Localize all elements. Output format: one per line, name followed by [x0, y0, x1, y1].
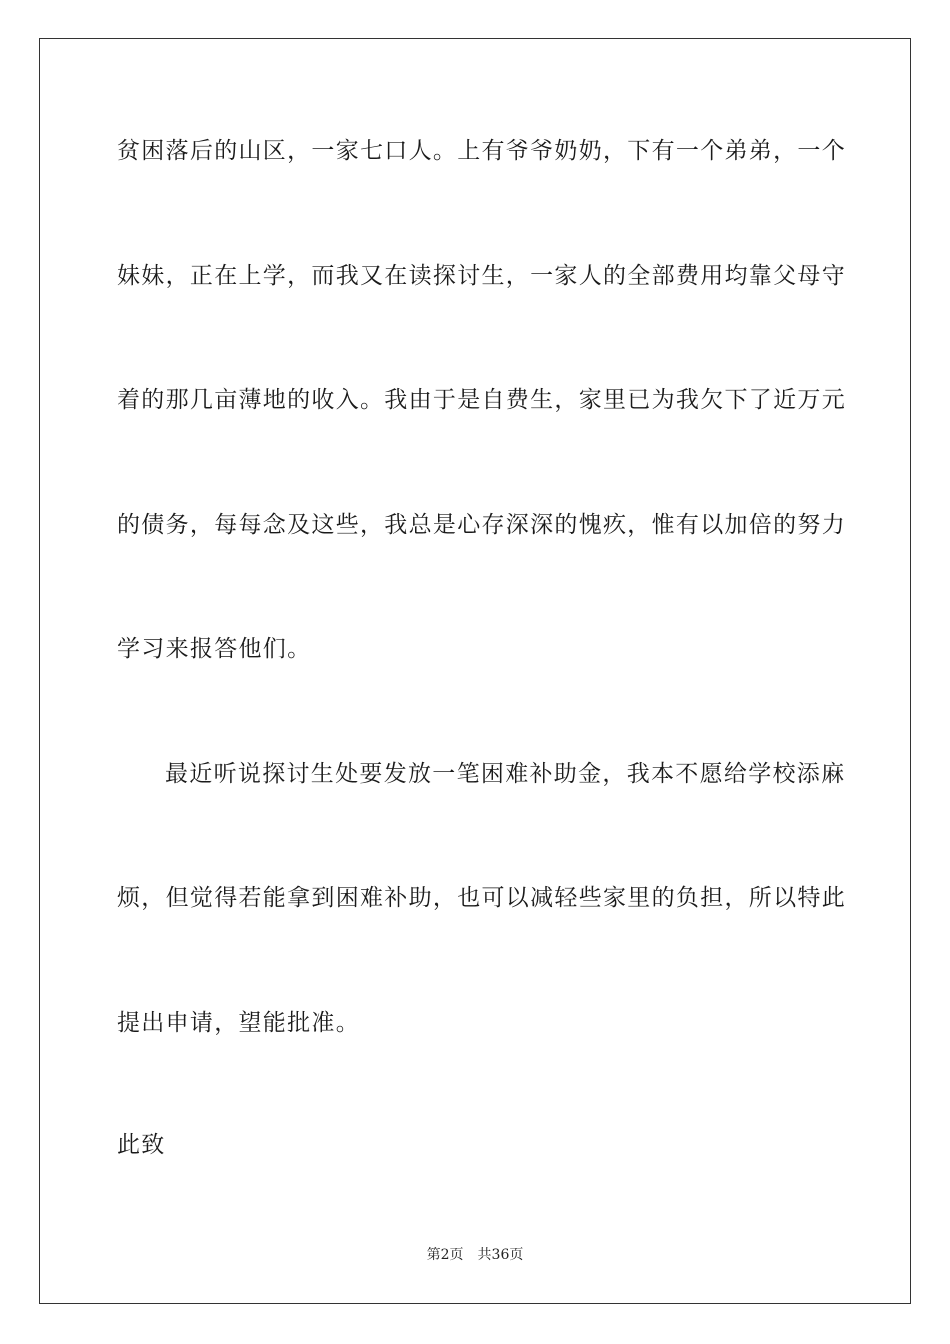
- body-text-line: 贫困落后的山区，一家七口人。上有爷爷奶奶，下有一个弟弟，一个: [117, 138, 846, 164]
- page-number: 第2页: [426, 1247, 464, 1263]
- closing-salutation: 此致: [117, 1132, 166, 1158]
- body-text-line: 妹妹，正在上学，而我又在读探讨生，一家人的全部费用均靠父母守: [117, 263, 846, 289]
- body-text-line: 学习来报答他们。: [117, 636, 312, 662]
- total-pages: 共36页: [477, 1247, 524, 1263]
- paragraph-first-line: 最近听说探讨生处要发放一笔困难补助金，我本不愿给学校添麻: [165, 761, 846, 787]
- page-footer: [0, 1246, 950, 1264]
- body-text-line: 着的那几亩薄地的收入。我由于是自费生，家里已为我欠下了近万元: [117, 387, 846, 413]
- body-text-line: 的债务，每每念及这些，我总是心存深深的愧疚，惟有以加倍的努力: [117, 512, 846, 538]
- page-frame: [39, 38, 911, 1304]
- body-text-line: 烦，但觉得若能拿到困难补助，也可以减轻些家里的负担，所以特此: [117, 885, 846, 911]
- body-text-line: 提出申请，望能批准。: [117, 1010, 360, 1036]
